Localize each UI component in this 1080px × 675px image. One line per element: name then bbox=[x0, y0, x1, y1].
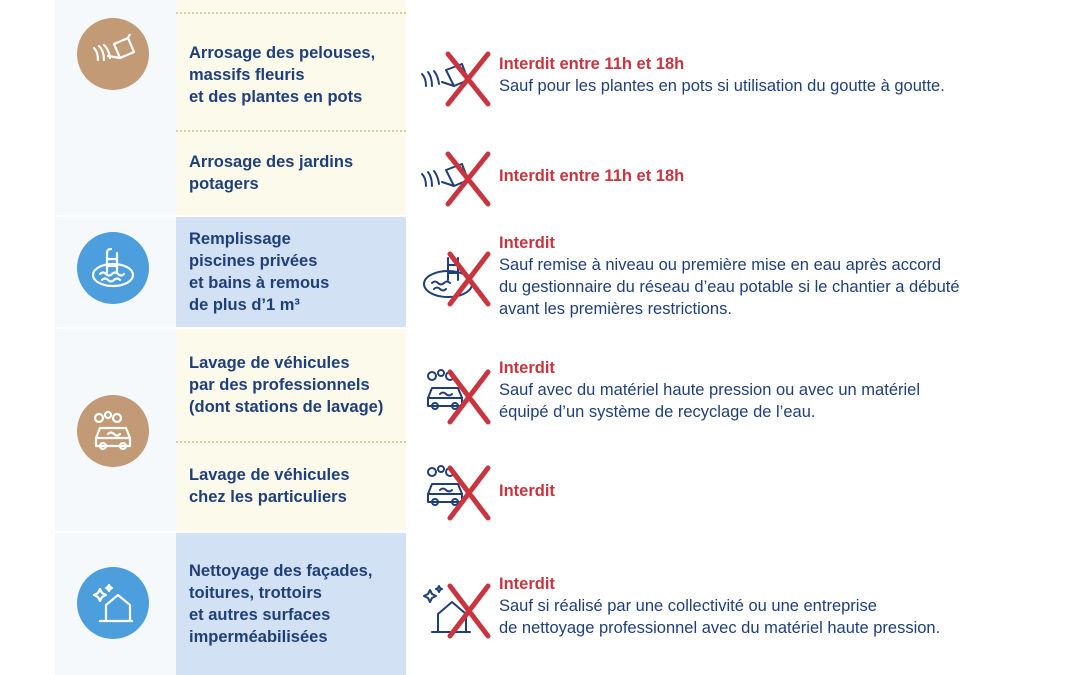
rule-status: Interdit bbox=[499, 234, 555, 252]
watering-can-icon bbox=[77, 18, 149, 90]
forbidden-car-wash-icon bbox=[418, 366, 496, 426]
rule-status: Interdit bbox=[499, 482, 555, 500]
rule-status: Interdit bbox=[499, 575, 555, 593]
dotted-divider bbox=[176, 12, 406, 14]
rule-text bbox=[499, 53, 1059, 97]
facade-cleaning-icon bbox=[77, 567, 149, 639]
rule-status: Interdit entre 11h et 18h bbox=[499, 55, 685, 73]
rule-text bbox=[499, 573, 1059, 639]
rule-detail: Sauf avec du matériel haute pression ou avec un matériel équipé d’un système de recyclage de l’eau. bbox=[499, 381, 920, 421]
rule-detail: Sauf si réalisé par une collectivité ou une entreprise de nettoyage professionnel avec du matériel haute pression. bbox=[499, 597, 941, 637]
category-label: Lavage de véhicules par des professionnels (dont stations de lavage) bbox=[189, 354, 384, 416]
category-label: Lavage de véhicules chez les particuliers bbox=[189, 466, 350, 506]
rule-detail: Sauf remise à niveau ou première mise en eau après accord du gestionnaire du réseau d’eau potable si le chantier a débuté avant les premières restrictions. bbox=[499, 256, 960, 318]
rule-text bbox=[499, 480, 1059, 502]
forbidden-watering-icon bbox=[418, 48, 496, 108]
rule-text bbox=[499, 357, 1059, 423]
rule-text bbox=[499, 232, 1059, 320]
category-label: Arrosage des pelouses, massifs fleuris et des plantes en pots bbox=[189, 44, 376, 106]
category-label: Arrosage des jardins potagers bbox=[189, 152, 354, 193]
rule-detail: Sauf pour les plantes en pots si utilisation du goutte à goutte. bbox=[499, 77, 945, 95]
rule-status: Interdit entre 11h et 18h bbox=[499, 167, 685, 185]
dotted-divider bbox=[176, 441, 406, 443]
rule-status: Interdit bbox=[499, 359, 555, 377]
forbidden-facade-icon bbox=[418, 580, 496, 640]
category-label: Nettoyage des façades, toitures, trottoirs et autres surfaces imperméabilisées bbox=[189, 562, 373, 646]
dotted-divider bbox=[176, 130, 406, 132]
category-cell-home-car-wash bbox=[176, 441, 406, 531]
forbidden-pool-icon bbox=[418, 248, 496, 308]
category-cell-facade bbox=[176, 533, 406, 675]
forbidden-watering-icon bbox=[418, 148, 496, 208]
pool-icon bbox=[77, 232, 149, 304]
rule-text bbox=[499, 165, 1059, 187]
car-wash-icon bbox=[77, 395, 149, 467]
category-label: Remplissage piscines privées et bains à remous de plus d’1 m³ bbox=[189, 230, 330, 314]
category-cell-pro-car-wash bbox=[176, 329, 406, 441]
forbidden-car-wash-icon bbox=[418, 462, 496, 522]
category-cell-garden-watering bbox=[176, 130, 406, 215]
category-cell-pool bbox=[176, 217, 406, 327]
category-cell-lawn-watering bbox=[176, 0, 406, 130]
